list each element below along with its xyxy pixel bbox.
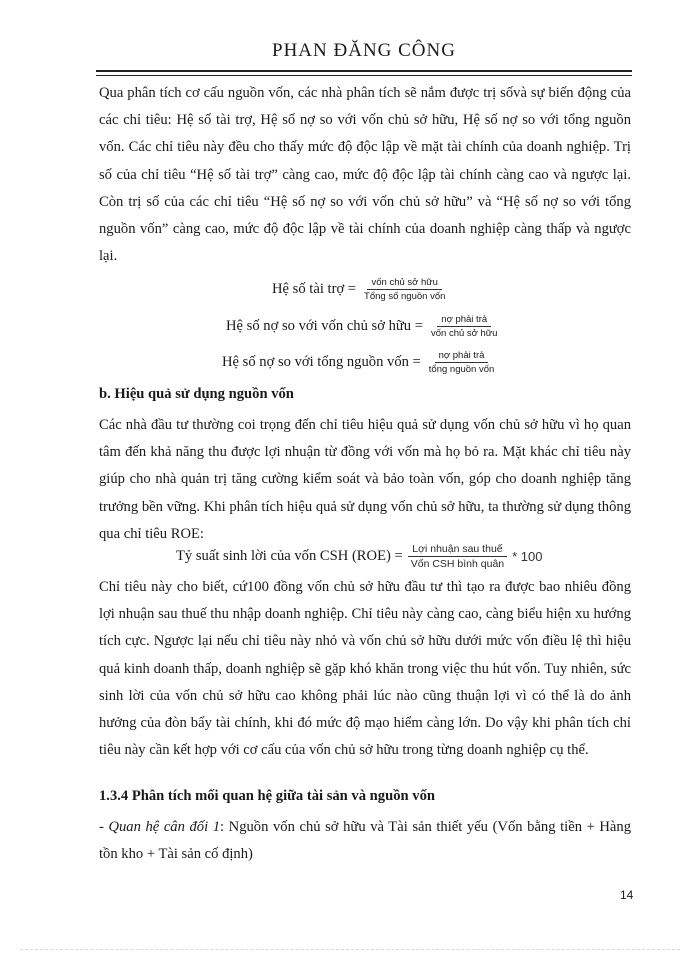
fraction-numerator: nợ phải trả [437, 314, 491, 327]
formula-debt-to-total-capital [222, 350, 498, 375]
page-number: 14 [620, 888, 634, 902]
page-header-title: PHAN ĐĂNG CÔNG [272, 40, 456, 61]
formula-label: Hệ số tài trợ = [272, 281, 357, 297]
fraction-numerator: vốn chủ sở hữu [367, 277, 441, 290]
formula-financing-ratio [272, 277, 449, 302]
fraction-denominator: tổng nguồn vốn [428, 364, 495, 375]
page-bottom-edge [20, 949, 680, 950]
formula-label: Hệ số nợ so với tổng nguồn vốn = [222, 354, 421, 370]
heading-section-1-3-4: 1.3.4 Phân tích mối quan hệ giữa tài sản và nguồn vốn [99, 788, 435, 804]
fraction-denominator: Vốn CSH bình quân [410, 558, 505, 570]
formula-multiplier: * 100 [512, 549, 543, 564]
formula-debt-to-equity [226, 314, 501, 339]
formula-roe [176, 543, 543, 570]
formula-label: Hệ số nợ so với vốn chủ sở hữu = [226, 318, 423, 334]
paragraph-roe-explanation: Chỉ tiêu này cho biết, cứ100 đồng vốn chủ sở hữu đầu tư thì tạo ra được bao nhiêu đồng lợi nhuận sau thuế thu nhập doanh nghiệp. Chỉ tiêu này càng cao, càng biểu hiện xu hướng tích cực. Ngược lại nếu chỉ tiêu này nhỏ và vốn chủ sở hữu dưới mức vốn điều lệ thì hiệu quả kinh doanh thấp, doanh nghiệp sẽ gặp khó khăn trong việc thu hút vốn. Tuy nhiên, sức sinh lời của vốn chủ sở hữu cao không phải lúc nào cũng thuận lợi vì có thể là do ảnh hưởng của đòn bẩy tài chính, khi đó mức độ mạo hiểm càng lớn. Do vậy khi phân tích chỉ tiêu này cần kết hợp với cơ cấu của vốn chủ sở hữu trong từng doanh nghiệp cụ thể. [99, 579, 631, 759]
fraction-denominator: Tổng số nguồn vốn [364, 291, 446, 302]
header-rule-thin [96, 75, 632, 76]
formula-label: Tỷ suất sinh lời của vốn CSH (ROE) = [176, 548, 403, 564]
relation-text: : Nguồn vốn chủ sở hữu và Tài sản thiết yếu (Vốn bằng tiền + Hàng tồn kho + Tài sản cố định) [99, 819, 632, 863]
fraction [427, 314, 501, 339]
fraction [425, 350, 499, 375]
fraction-numerator: Lợi nhuận sau thuế [408, 543, 506, 557]
fraction [360, 277, 449, 302]
paragraph-balance-relation-1 [99, 814, 631, 868]
fraction-denominator: vốn chủ sở hữu [430, 328, 498, 339]
paragraph-capital-efficiency: Các nhà đầu tư thường coi trọng đến chỉ tiêu hiệu quả sử dụng vốn chủ sở hữu vì họ quan tâm đến khả năng thu được lợi nhuận từ đồng với vốn mà họ bỏ ra. Mặt khác chỉ tiêu này giúp cho nhà quản trị tăng cường kiểm soát và bảo toàn vốn, góp cho doanh nghiệp tăng trưởng bền vững. Khi phân tích hiệu quả sử dụng vốn chủ sở hữu, ta thường sử dụng thông qua chỉ tiêu ROE: [99, 417, 631, 542]
fraction-numerator: nợ phải trả [435, 350, 489, 363]
relation-lead: - Quan hệ cân đối 1 [99, 819, 221, 835]
heading-capital-efficiency: b. Hiệu quả sử dụng nguồn vốn [99, 386, 294, 402]
fraction [407, 543, 508, 570]
header-rule-thick [96, 70, 632, 72]
paragraph-capital-structure: Qua phân tích cơ cấu nguồn vốn, các nhà phân tích sẽ nắm được trị sốvà sự biến động của các chỉ tiêu: Hệ số tài trợ, Hệ số nợ so với vốn chủ sở hữu, Hệ số nợ so với tổng nguồn vốn. Các chỉ tiêu này đều cho thấy mức độ độc lập về mặt tài chính của doanh nghiệp. Trị số của chỉ tiêu “Hệ số tài trợ” càng cao, mức độ độc lập tài chính càng cao và ngược lại. Còn trị số của các chỉ tiêu “Hệ số nợ so với vốn chủ sở hữu” và “Hệ số nợ so với tổng nguồn vốn” càng cao, mức độ độc lập về tài chính của doanh nghiệp càng thấp và ngược lại. [99, 85, 631, 265]
